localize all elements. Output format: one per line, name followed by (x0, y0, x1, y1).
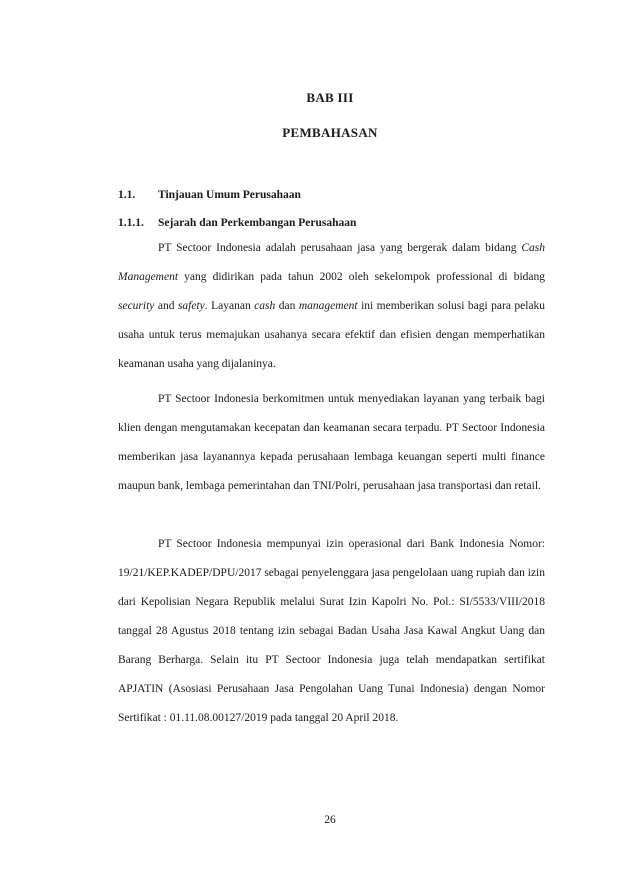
p1-text-e: and (157, 300, 175, 312)
p1-term-management: management (298, 300, 358, 312)
p1-text-c: yang didirikan pada tahun 2002 oleh sekelompok professional di bidang (184, 271, 545, 283)
p1-term-cash: cash (254, 300, 276, 312)
section-number: 1.1. (118, 189, 136, 201)
p1-term-cash-management: Cash Management (118, 242, 545, 283)
paragraph-1 (118, 234, 545, 379)
p1-text-a: PT Sectoor Indonesia adalah perusahaan jasa yang bergerak dalam bidang (158, 242, 517, 254)
subsection-number: 1.1.1. (118, 217, 144, 229)
section-heading (118, 189, 301, 201)
paragraph-3: PT Sectoor Indonesia mempunyai izin operasional dari Bank Indonesia Nomor: 19/21/KEP.KADEP/DPU/2017 sebagai penyelenggara jasa pengelolaan uang rupiah dan izin dari Kepolisian Negara Republik melalui Surat Izin Kapolri No. Pol.: SI/5533/VIII/2018 tanggal 28 Agustus 2018 tentang izin sebagai Badan Usaha Jasa Kawal Angkut Uang dan Barang Berharga. Selain itu PT Sectoor Indonesia juga telah mendapatkan sertifikat APJATIN (Asosiasi Perusahaan Jasa Pengolahan Uang Tunai Indonesia) dengan Nomor Sertifikat : 01.11.08.00127/2019 pada tanggal 20 April 2018. (118, 538, 545, 724)
chapter-title: PEMBAHASAN (282, 125, 378, 140)
p1-text-i: dan (278, 300, 296, 312)
p1-term-safety: safety (177, 300, 205, 312)
p1-text-g: . Layanan (204, 300, 251, 312)
page-number: 26 (324, 814, 336, 826)
section-title: Tinjauan Umum Perusahaan (158, 189, 301, 201)
chapter-number: BAB III (306, 90, 354, 105)
subsection-title: Sejarah dan Perkembangan Perusahaan (158, 217, 357, 229)
paragraph-2: PT Sectoor Indonesia berkomitmen untuk menyediakan layanan yang terbaik bagi klien dengan mengutamakan kecepatan dan keamanan secara terpadu. PT Sectoor Indonesia memberikan jasa layanannya kepada perusahaan lembaga keuangan seperti multi finance maupun bank, lembaga pemerintahan dan TNI/Polri, perusahaan jasa transportasi dan retail. (118, 393, 545, 492)
p1-text-k: ini memberikan solusi bagi para pelaku usaha untuk terus memajukan usahanya secara efektif dan efisien dengan memperhatikan keamanan usaha yang dijalaninya. (118, 300, 546, 370)
p1-term-security: security (118, 300, 155, 312)
subsection-heading (118, 217, 356, 229)
